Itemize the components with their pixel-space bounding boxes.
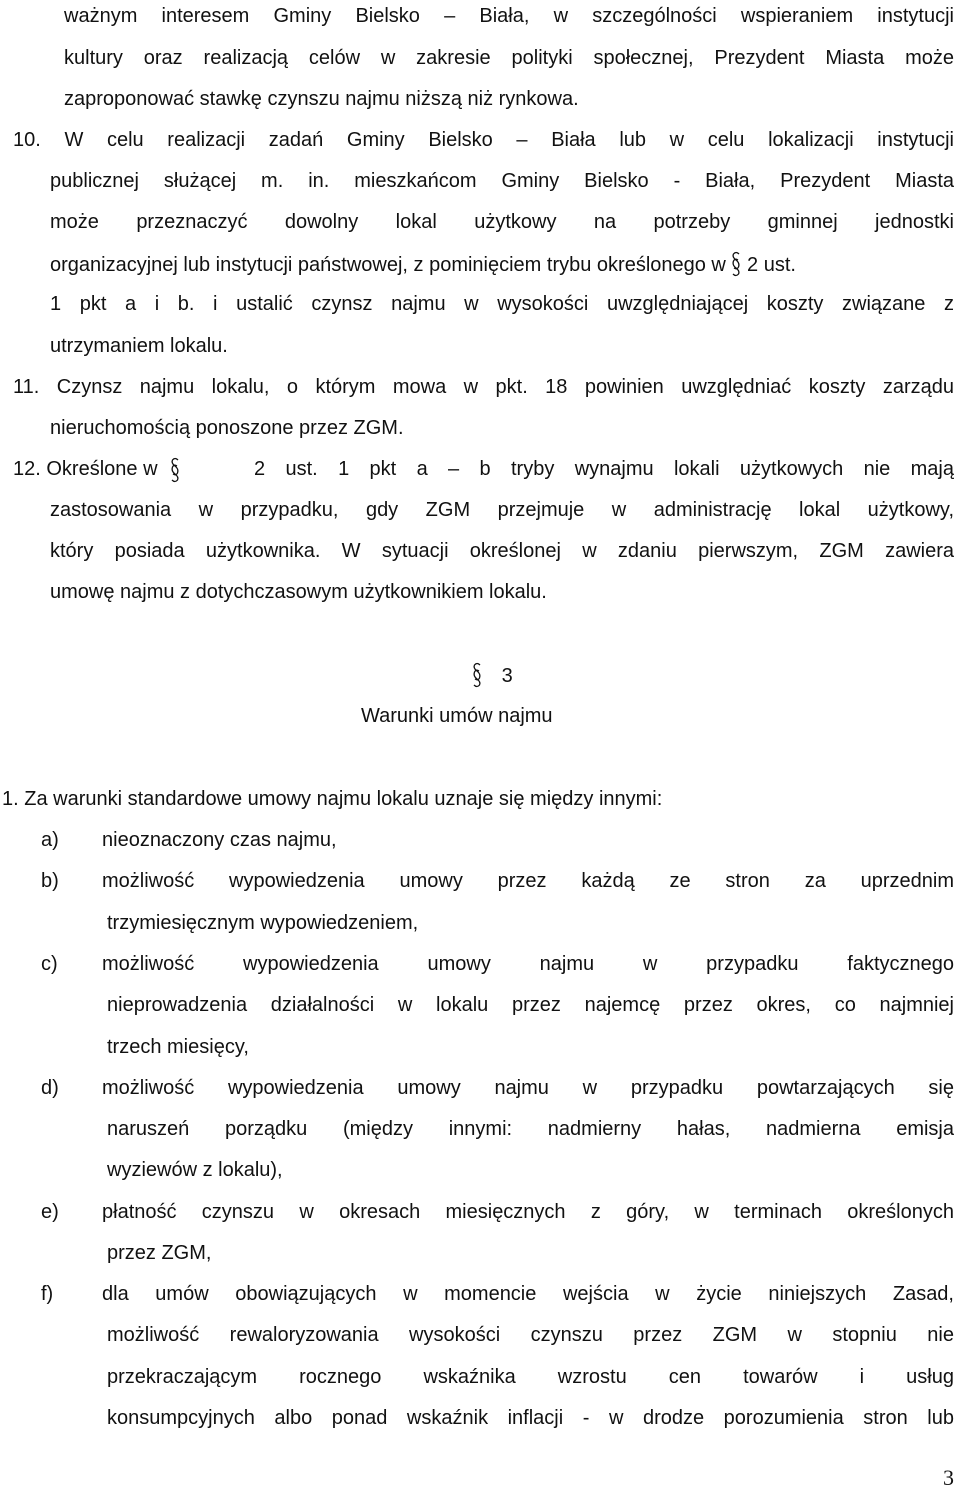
paragraph-line: może przeznaczyć dowolny lokal użytkowy na potrzeby gminnej jednostki (50, 211, 954, 233)
page-number: 3 (943, 1465, 954, 1490)
paragraph-line: zastosowania w przypadku, gdy ZGM przejmuje w administrację lokal użytkowy, (50, 499, 954, 521)
list-label: b) (41, 870, 59, 892)
list-label: d) (41, 1077, 59, 1099)
section-number: 3 (501, 665, 513, 687)
section-heading-number (472, 662, 513, 688)
list-item-line: wyziewów z lokalu), (107, 1159, 283, 1181)
text-run: 12. Określone w (13, 458, 158, 480)
paragraph-line: który posiada użytkownika. W sytuacji określonej w zdaniu pierwszym, ZGM zawiera (50, 540, 954, 562)
list-item-line: możliwość wypowiedzenia umowy przez każdą ze stron za uprzednim (102, 870, 954, 892)
paragraph-line (50, 251, 796, 277)
paragraph-line: umowę najmu z dotychczasowym użytkownikiem lokalu. (50, 581, 547, 603)
paragraph-line: utrzymaniem lokalu. (50, 335, 228, 357)
section-title: Warunki umów najmu (361, 705, 553, 727)
paragraph-line: 10. W celu realizacji zadań Gminy Bielsko – Biała lub w celu lokalizacji instytucji (13, 129, 954, 151)
list-intro: 1. Za warunki standardowe umowy najmu lokalu uznaje się między innymi: (2, 788, 663, 810)
paragraph-line: 11. Czynsz najmu lokalu, o którym mowa w pkt. 18 powinien uwzględniać koszty zarządu (13, 376, 954, 398)
paragraph-line: 1 pkt a i b. i ustalić czynsz najmu w wysokości uwzględniającej koszty związane z (50, 293, 954, 315)
list-label: f) (41, 1283, 54, 1305)
list-item-line: przez ZGM, (107, 1242, 212, 1264)
paragraph-line: zaproponować stawkę czynszu najmu niższą niż rynkowa. (64, 88, 579, 110)
list-item-line: dla umów obowiązujących w momencie wejścia w życie niniejszych Zasad, (102, 1283, 954, 1305)
list-item-line: nieoznaczony czas najmu, (102, 829, 337, 851)
list-label: a) (41, 829, 59, 851)
list-item-line: trzech miesięcy, (107, 1036, 249, 1058)
list-item-line: przekraczającym rocznego wskaźnika wzrostu cen towarów i usług (107, 1366, 954, 1388)
section-sign-icon (731, 251, 741, 277)
list-item-line: trzymiesięcznym wypowiedzeniem, (107, 912, 419, 934)
list-item-line: konsumpcyjnych albo ponad wskaźnik inflacji - w drodze porozumienia stron lub (107, 1407, 954, 1429)
paragraph-line: nieruchomością ponoszone przez ZGM. (50, 417, 404, 439)
section-sign-icon (472, 662, 482, 688)
list-item-line: nieprowadzenia działalności w lokalu przez najemcę przez okres, co najmniej (107, 994, 954, 1016)
list-item-line: płatność czynszu w okresach miesięcznych z góry, w terminach określonych (102, 1201, 954, 1223)
text-run: 2 ust. (747, 254, 796, 276)
list-item-line: możliwość wypowiedzenia umowy najmu w przypadku powtarzających się (102, 1077, 954, 1099)
list-label: c) (41, 953, 58, 975)
list-label: e) (41, 1201, 59, 1223)
paragraph-line: publicznej służącej m. in. mieszkańcom Gminy Bielsko - Biała, Prezydent Miasta (50, 170, 954, 192)
section-sign-icon (170, 457, 180, 483)
paragraph-line: ważnym interesem Gminy Bielsko – Biała, w szczególności wspieraniem instytucji (64, 5, 954, 27)
paragraph-line (13, 457, 954, 483)
list-item-line: możliwość rewaloryzowania wysokości czynszu przez ZGM w stopniu nie (107, 1324, 954, 1346)
paragraph-line: kultury oraz realizacją celów w zakresie polityki społecznej, Prezydent Miasta może (64, 47, 954, 69)
text-run: 2 ust. 1 pkt a – b tryby wynajmu lokali użytkowych nie mają (254, 458, 954, 480)
text-group (13, 457, 180, 483)
list-item-line: możliwość wypowiedzenia umowy najmu w przypadku faktycznego (102, 953, 954, 975)
text-run: organizacyjnej lub instytucji państwowej, z pominięciem trybu określonego w (50, 254, 726, 276)
list-item-line: naruszeń porządku (między innymi: nadmierny hałas, nadmierna emisja (107, 1118, 954, 1140)
